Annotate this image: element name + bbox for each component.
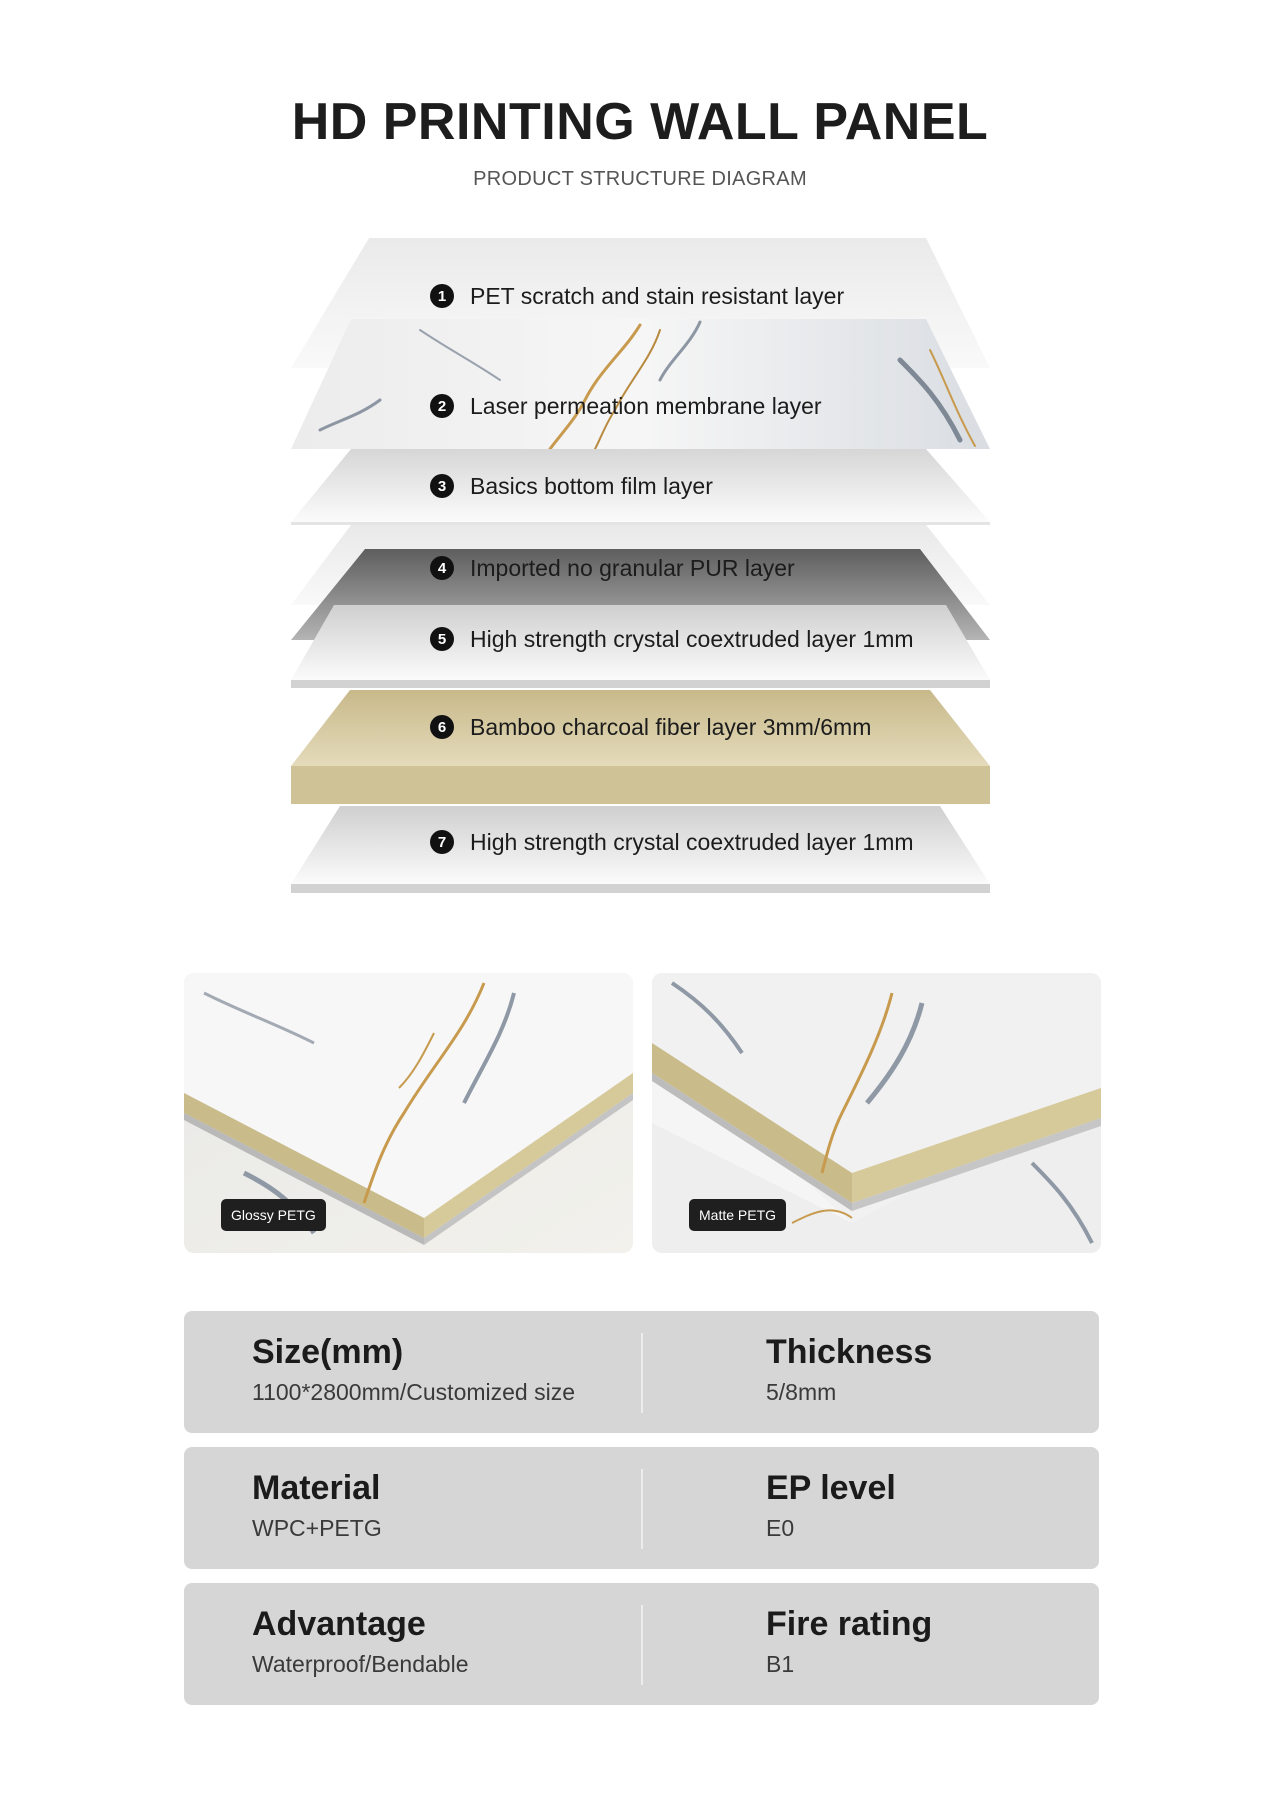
layer-label-4 xyxy=(430,551,795,585)
number-badge: 7 xyxy=(430,830,454,854)
number-badge: 5 xyxy=(430,627,454,651)
photo-matte-petg xyxy=(652,973,1101,1253)
spec-heading: Thickness xyxy=(766,1333,933,1371)
photo-glossy-petg xyxy=(184,973,633,1253)
spec-value: Waterproof/Bendable xyxy=(252,1651,469,1677)
spec-heading: Size(mm) xyxy=(252,1333,404,1371)
spec-row-size-thickness xyxy=(184,1311,1099,1433)
spec-material xyxy=(252,1467,382,1542)
layer-label-text: High strength crystal coextruded layer 1mm xyxy=(470,625,914,652)
spec-row-advantage-fire xyxy=(184,1583,1099,1705)
layer-label-text: PET scratch and stain resistant layer xyxy=(470,282,845,309)
number-badge: 2 xyxy=(430,394,454,418)
spec-thickness xyxy=(766,1331,932,1406)
spec-heading: Fire rating xyxy=(766,1605,933,1643)
spec-value: 1100*2800mm/Customized size xyxy=(252,1379,576,1405)
spec-heading: Material xyxy=(252,1469,381,1507)
layer-2-marble xyxy=(291,319,990,449)
spec-divider xyxy=(641,1605,643,1685)
layer-label-text: Basics bottom film layer xyxy=(470,472,713,499)
layer-label-text: Imported no granular PUR layer xyxy=(470,554,795,581)
photo-tag: Glossy PETG xyxy=(221,1199,326,1231)
layer-6-bamboo-edge xyxy=(291,766,990,804)
spec-heading: Advantage xyxy=(252,1605,426,1643)
photo-tag: Matte PETG xyxy=(689,1199,786,1231)
number-badge: 6 xyxy=(430,715,454,739)
layer-label-text: Laser permeation membrane layer xyxy=(470,392,822,419)
spec-divider xyxy=(641,1333,643,1413)
layer-label-text: High strength crystal coextruded layer 1mm xyxy=(470,828,914,855)
spec-value: E0 xyxy=(766,1515,795,1541)
spec-ep-level xyxy=(766,1467,896,1542)
layer-label-3 xyxy=(430,469,713,503)
page-title: HD PRINTING WALL PANEL xyxy=(291,93,989,151)
spec-value: WPC+PETG xyxy=(252,1515,382,1541)
layer-label-1 xyxy=(430,279,844,313)
spec-divider xyxy=(641,1469,643,1549)
page-subtitle: PRODUCT STRUCTURE DIAGRAM xyxy=(473,168,807,190)
spec-heading: EP level xyxy=(766,1469,896,1507)
number-badge: 3 xyxy=(430,474,454,498)
spec-value: B1 xyxy=(766,1651,795,1677)
spec-advantage xyxy=(252,1603,469,1678)
spec-fire-rating xyxy=(766,1603,932,1678)
layer-label-7 xyxy=(430,825,914,859)
spec-row-material-ep xyxy=(184,1447,1099,1569)
spec-value: 5/8mm xyxy=(766,1379,837,1405)
layer-label-5 xyxy=(430,622,914,656)
number-badge: 4 xyxy=(430,556,454,580)
layer-label-2 xyxy=(430,389,822,423)
spec-size xyxy=(252,1331,575,1406)
layer-label-6 xyxy=(430,710,871,744)
layer-label-text: Bamboo charcoal fiber layer 3mm/6mm xyxy=(470,713,872,740)
number-badge: 1 xyxy=(430,284,454,308)
